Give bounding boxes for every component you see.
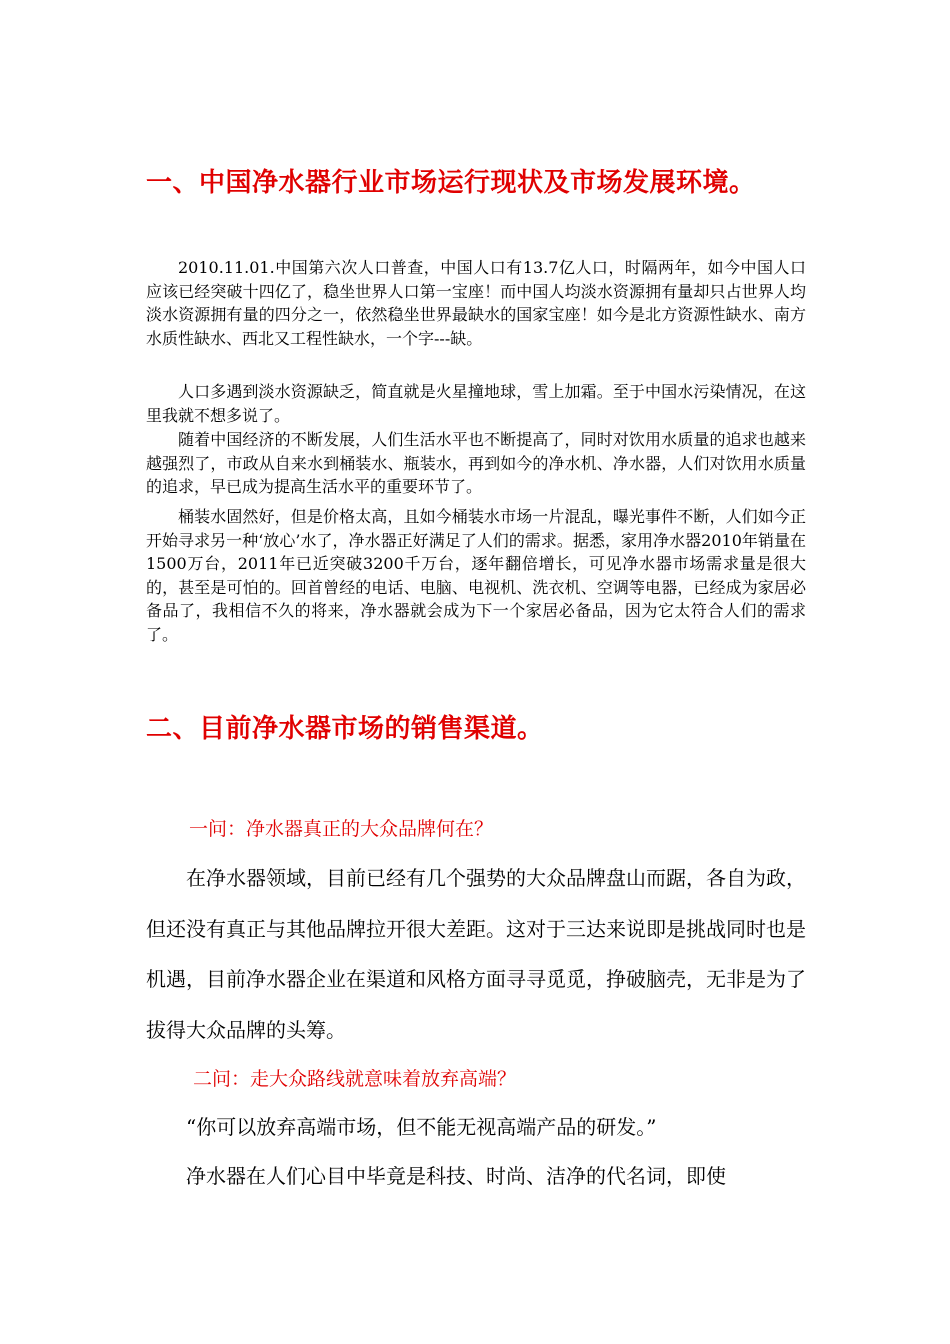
question-2: 二问：走大众路线就意味着放弃高端？ [193,1068,517,1090]
section-heading-1: 一、中国净水器行业市场运行现状及市场发展环境。 [146,168,756,198]
paragraph-water-shortage: 人口多遇到淡水资源缺乏，简直就是火星撞地球，雪上加霜。至于中国水污染情况，在这里我就不想多说了。 [146,382,806,425]
answer-1: 在净水器领域，目前已经有几个强势的大众品牌盘山而踞，各自为政，但还没有真正与其他品牌拉开很大差距。这对于三达来说即是挑战同时也是机遇，目前净水器企业在渠道和风格方面寻寻觅觅，挣破脑壳，无非是为了拔得大众品牌的头筹。 [146,866,806,1042]
section-heading-2: 二、目前净水器市场的销售渠道。 [146,714,544,744]
paragraph-economy: 随着中国经济的不断发展，人们生活水平也不断提高了，同时对饮用水质量的追求也越来越强烈了，市政从自来水到桶装水、瓶装水，再到如今的净水机、净水器，人们对饮用水质量的追求，早已成为提高生活水平的重要环节了。 [146,430,806,496]
question-1: 一问：净水器真正的大众品牌何在？ [189,818,494,840]
answer-2: 净水器在人们心目中毕竟是科技、时尚、洁净的代名词，即使 [186,1164,726,1188]
paragraph-census: 2010.11.01.中国第六次人口普查，中国人口有13.7亿人口，时隔两年，如今中国人口应该已经突破十四亿了，稳坐世界人口第一宝座！而中国人均淡水资源拥有量却只占世界人均淡水资源拥有量的四分之一，依然稳坐世界最缺水的国家宝座！如今是北方资源性缺水、南方水质性缺水、西北又工程性缺水，一个字---缺。 [146,258,806,348]
quote: “你可以放弃高端市场，但不能无视高端产品的研发。” [186,1115,657,1139]
paragraph-bottled-water: 桶装水固然好，但是价格太高，且如今桶装水市场一片混乱，曝光事件不断，人们如今正开始寻求另一种‘放心’水了，净水器正好满足了人们的需求。据悉，家用净水器2010年销量在1500万台，2011年已近突破3200千万台，逐年翻倍增长，可见净水器市场需求量是很大的，甚至是可怕的。回首曾经的电话、电脑、电视机、洗衣机、空调等电器，已经成为家居必备品了，我相信不久的将来，净水器就会成为下一个家居必备品，因为它太符合人们的需求了。 [146,507,806,644]
